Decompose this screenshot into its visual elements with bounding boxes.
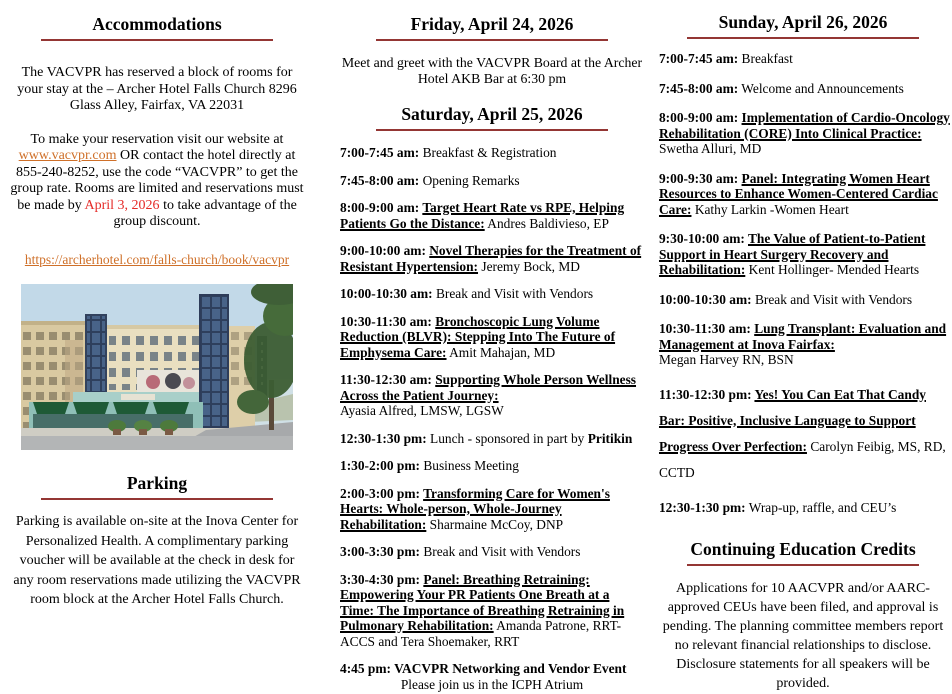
text-run: Breakfast bbox=[738, 51, 793, 66]
continuing-education-paragraph: Applications for 10 AACVPR and/or AARC-approved CEUs have been filed, and approval is pending. The planning committee members report no relevant financial relationships to disclose. Disclosure statements for all speakers will be provided. bbox=[662, 581, 944, 691]
sunday-schedule-list bbox=[654, 51, 952, 515]
text-run: Amanda Patrone, RRT-ACCS and Tera Shoemaker, RRT bbox=[340, 618, 622, 649]
friday-title: Friday, April 24, 2026 bbox=[410, 14, 574, 34]
time-label: 11:30-12:30 pm: bbox=[658, 386, 755, 402]
time-label: 2:00-3:00 pm: bbox=[340, 485, 424, 501]
continuing-education-section bbox=[654, 539, 952, 693]
time-label: 3:30-4:30 pm: bbox=[340, 571, 424, 587]
time-label: 10:30-11:30 am: bbox=[658, 321, 755, 336]
saturday-schedule-list bbox=[340, 145, 644, 692]
right-column bbox=[654, 0, 952, 694]
time-label: 7:45-8:00 am: bbox=[340, 172, 420, 188]
text-run: Opening Remarks bbox=[419, 172, 520, 188]
sunday-section bbox=[654, 12, 952, 515]
middle-column bbox=[340, 0, 644, 694]
heading-rule bbox=[376, 129, 608, 131]
schedule-item bbox=[340, 572, 644, 650]
text-run: Megan Harvey RN, BSN bbox=[658, 352, 794, 367]
schedule-item bbox=[340, 372, 644, 419]
schedule-item bbox=[340, 286, 644, 302]
time-label: 7:00-7:45 am: bbox=[340, 145, 420, 160]
text-run: Break and Visit with Vendors bbox=[751, 291, 913, 307]
text-run: Ayasia Alfred, LMSW, LGSW bbox=[340, 403, 504, 418]
schedule-item bbox=[340, 314, 644, 361]
time-label: 9:30-10:00 am: bbox=[658, 231, 748, 246]
schedule-item bbox=[654, 110, 952, 157]
schedule-item bbox=[654, 51, 952, 67]
hotel-photo bbox=[21, 284, 293, 450]
schedule-item bbox=[340, 200, 644, 231]
text-run: To make your reservation visit our website at bbox=[30, 131, 284, 147]
schedule-item bbox=[654, 292, 952, 308]
left-column bbox=[8, 0, 306, 694]
schedule-item bbox=[340, 243, 644, 274]
time-label: 4:45 pm: VACVPR Networking and Vendor Event bbox=[340, 661, 627, 676]
time-label: 9:00-9:30 am: bbox=[658, 170, 742, 186]
session-title: Target Heart Rate vs RPE, Helping Patients Go the Distance: bbox=[340, 200, 625, 231]
hotel-photo-illustration bbox=[21, 284, 293, 450]
saturday-title: Saturday, April 25, 2026 bbox=[401, 104, 583, 124]
text-run: Welcome and Announcements bbox=[738, 80, 904, 96]
parking-paragraph: Parking is available on-site at the Inova Center for Personalized Health. A complimentary parking voucher will be available at the check in desk for any room reservations made utilizing the VACVPR room block at the Archer Hotel Falls Church. bbox=[13, 514, 301, 607]
text-run: Kent Hollinger- Mended Hearts bbox=[745, 262, 920, 277]
text-run: to take advantage of the group discount. bbox=[113, 197, 297, 229]
text-run: Andres Baldivieso, EP bbox=[484, 215, 609, 231]
schedule-item bbox=[340, 486, 644, 533]
text-run: Wrap-up, raffle, and CEU’s bbox=[745, 499, 897, 515]
schedule-item bbox=[654, 321, 952, 368]
schedule-item bbox=[340, 145, 644, 161]
heading-rule bbox=[41, 39, 273, 41]
session-title: Implementation of Cardio-Oncology Rehabilitation (CORE) Into Clinical Practice: bbox=[658, 110, 950, 141]
session-title: Supporting Whole Person Wellness Across the Patient Journey: bbox=[340, 372, 637, 403]
time-label: 9:00-10:00 am: bbox=[340, 243, 430, 258]
time-label: 11:30-12:30 am: bbox=[340, 372, 436, 387]
heading-rule bbox=[687, 564, 919, 566]
time-label: 3:00-3:30 pm: bbox=[340, 544, 420, 559]
schedule-item bbox=[340, 661, 644, 692]
session-title: Transforming Care for Women's Hearts: Whole-person, Whole-Journey Rehabilitation: bbox=[340, 485, 610, 532]
schedule-item bbox=[654, 171, 952, 218]
schedule-item bbox=[654, 231, 952, 278]
time-label: 10:00-10:30 am: bbox=[658, 291, 752, 307]
text-run: Break and Visit with Vendors bbox=[419, 544, 581, 559]
schedule-item bbox=[654, 81, 952, 97]
schedule-item bbox=[340, 173, 644, 189]
accommodations-address-paragraph: The VACVPR has reserved a block of rooms for your stay at the – Archer Hotel Falls Church 8296 Glass Alley, Fairfax, VA 22031 bbox=[17, 65, 297, 113]
schedule-item-subline: Please join us in the ICPH Atrium bbox=[400, 676, 584, 692]
deadline-date: April 3, 2026 bbox=[84, 197, 160, 213]
time-label: 12:30-1:30 pm: bbox=[340, 430, 427, 446]
schedule-item bbox=[654, 382, 952, 486]
text-run: Break and Visit with Vendors bbox=[432, 286, 594, 301]
time-label: 12:30-1:30 pm: bbox=[658, 499, 746, 515]
time-label: 8:00-9:00 am: bbox=[658, 110, 742, 125]
session-title: Lung Transplant: Evaluation and Management at Inova Fairfax: bbox=[658, 321, 947, 352]
text-run: Lunch - sponsored in part by bbox=[426, 430, 588, 446]
hotel-booking-link[interactable]: https://archerhotel.com/falls-church/book/vacvpr bbox=[24, 251, 290, 267]
text-run: Sharmaine McCoy, DNP bbox=[426, 516, 564, 532]
heading-rule bbox=[41, 498, 273, 500]
time-label: 7:00-7:45 am: bbox=[658, 51, 739, 66]
text-run: Kathy Larkin -Women Heart bbox=[691, 201, 849, 217]
schedule-item bbox=[340, 544, 644, 560]
parking-title: Parking bbox=[126, 473, 188, 493]
text-run: Business Meeting bbox=[419, 458, 519, 473]
text-run: Pritikin bbox=[587, 430, 633, 446]
saturday-section bbox=[340, 104, 644, 692]
heading-rule bbox=[376, 39, 608, 41]
accommodations-section bbox=[8, 14, 306, 268]
session-title: Bronchoscopic Lung Volume Reduction (BLVR): Stepping Into The Future of Emphysema Care: bbox=[340, 313, 616, 360]
text-run: Jeremy Bock, MD bbox=[478, 258, 580, 274]
session-title: The Value of Patient-to-Patient Support in Heart Surgery Recovery and Rehabilitation: bbox=[658, 231, 926, 277]
text-run: Carolyn Feibig, MS, RD, CCTD bbox=[658, 438, 946, 480]
text-run: Amit Mahajan, MD bbox=[446, 344, 556, 360]
text-run: Swetha Alluri, MD bbox=[658, 141, 762, 156]
time-label: 10:00-10:30 am: bbox=[340, 286, 433, 301]
schedule-item bbox=[340, 458, 644, 474]
vacvpr-website-link[interactable]: www.vacvpr.com bbox=[18, 148, 117, 163]
time-label: 10:30-11:30 am: bbox=[340, 313, 436, 329]
session-title: Novel Therapies for the Treatment of Resistant Hypertension: bbox=[340, 243, 642, 274]
booking-link-paragraph bbox=[8, 252, 306, 269]
sunday-title: Sunday, April 26, 2026 bbox=[718, 12, 888, 32]
heading-rule bbox=[687, 37, 919, 39]
reservation-paragraph bbox=[8, 132, 306, 231]
time-label: 7:45-8:00 am: bbox=[658, 80, 739, 96]
continuing-education-title: Continuing Education Credits bbox=[690, 539, 916, 559]
schedule-item bbox=[340, 431, 644, 447]
session-title: Yes! You Can Eat That Candy Bar: Positive, Inclusive Language to Support Progress Over Perfection: bbox=[658, 386, 926, 454]
schedule-item bbox=[654, 500, 952, 516]
session-title: Panel: Integrating Women Heart Resources to Enhance Women-Centered Cardiac Care: bbox=[658, 170, 938, 217]
time-label: 1:30-2:00 pm: bbox=[340, 458, 420, 473]
parking-section bbox=[8, 473, 306, 610]
text-run: Breakfast & Registration bbox=[419, 145, 557, 160]
friday-intro: Meet and greet with the VACVPR Board at the Archer Hotel AKB Bar at 6:30 pm bbox=[341, 55, 643, 86]
session-title: Panel: Breathing Retraining: Empowering Your PR Patients One Breath at a Time: The Importance of Breathing Retraining in Pulmonary Rehabilitation: bbox=[340, 571, 625, 633]
accommodations-title: Accommodations bbox=[92, 14, 222, 34]
time-label: 8:00-9:00 am: bbox=[340, 200, 423, 215]
friday-section bbox=[340, 14, 644, 87]
text-run: OR contact the hotel directly at 855-240-8252, use the code “VACVPR” to get the group rate. Rooms are limited and reservations must be made by bbox=[10, 148, 304, 213]
